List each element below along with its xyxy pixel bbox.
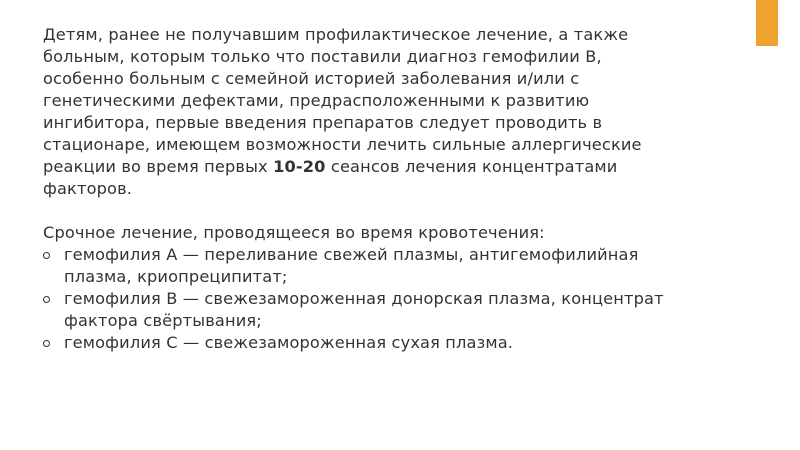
paragraph-treatment-intro (43, 24, 683, 200)
paragraph-text-end: сеансов лечения концентратами факторов. (43, 157, 618, 198)
accent-bar (756, 0, 778, 46)
list-item-text: гемофилия А — переливание свежей плазмы, антигемофилийная плазма, криопреципитат; (64, 245, 639, 286)
list-item (43, 288, 704, 332)
circle-bullet-icon (43, 340, 50, 347)
circle-bullet-icon (43, 296, 50, 303)
slide-content (43, 24, 733, 354)
list-item-text: гемофилия В — свежезамороженная донорская плазма, концентрат фактора свёртывания; (64, 289, 664, 330)
session-count-bold: 10-20 (273, 157, 326, 176)
treatment-bullet-list (43, 244, 733, 354)
circle-bullet-icon (43, 252, 50, 259)
paragraph-spacer (43, 200, 733, 222)
paragraph-text-start: Детям, ранее не получавшим профилактическое лечение, а также больным, которым только что поставили диагноз гемофилии В, особенно больным с семейной историей заболевания и/или с генетическими дефектами, предрасположенными к развитию ингибитора, первые введения препаратов следует проводить в стационаре, имеющем возможности лечить сильные аллергические реакции во время первых (43, 25, 642, 176)
paragraph-urgent-treatment: Срочное лечение, проводящееся во время кровотечения: (43, 223, 545, 242)
list-item-text: гемофилия С — свежезамороженная сухая плазма. (64, 333, 514, 352)
list-item (43, 244, 704, 288)
list-item (43, 332, 704, 354)
